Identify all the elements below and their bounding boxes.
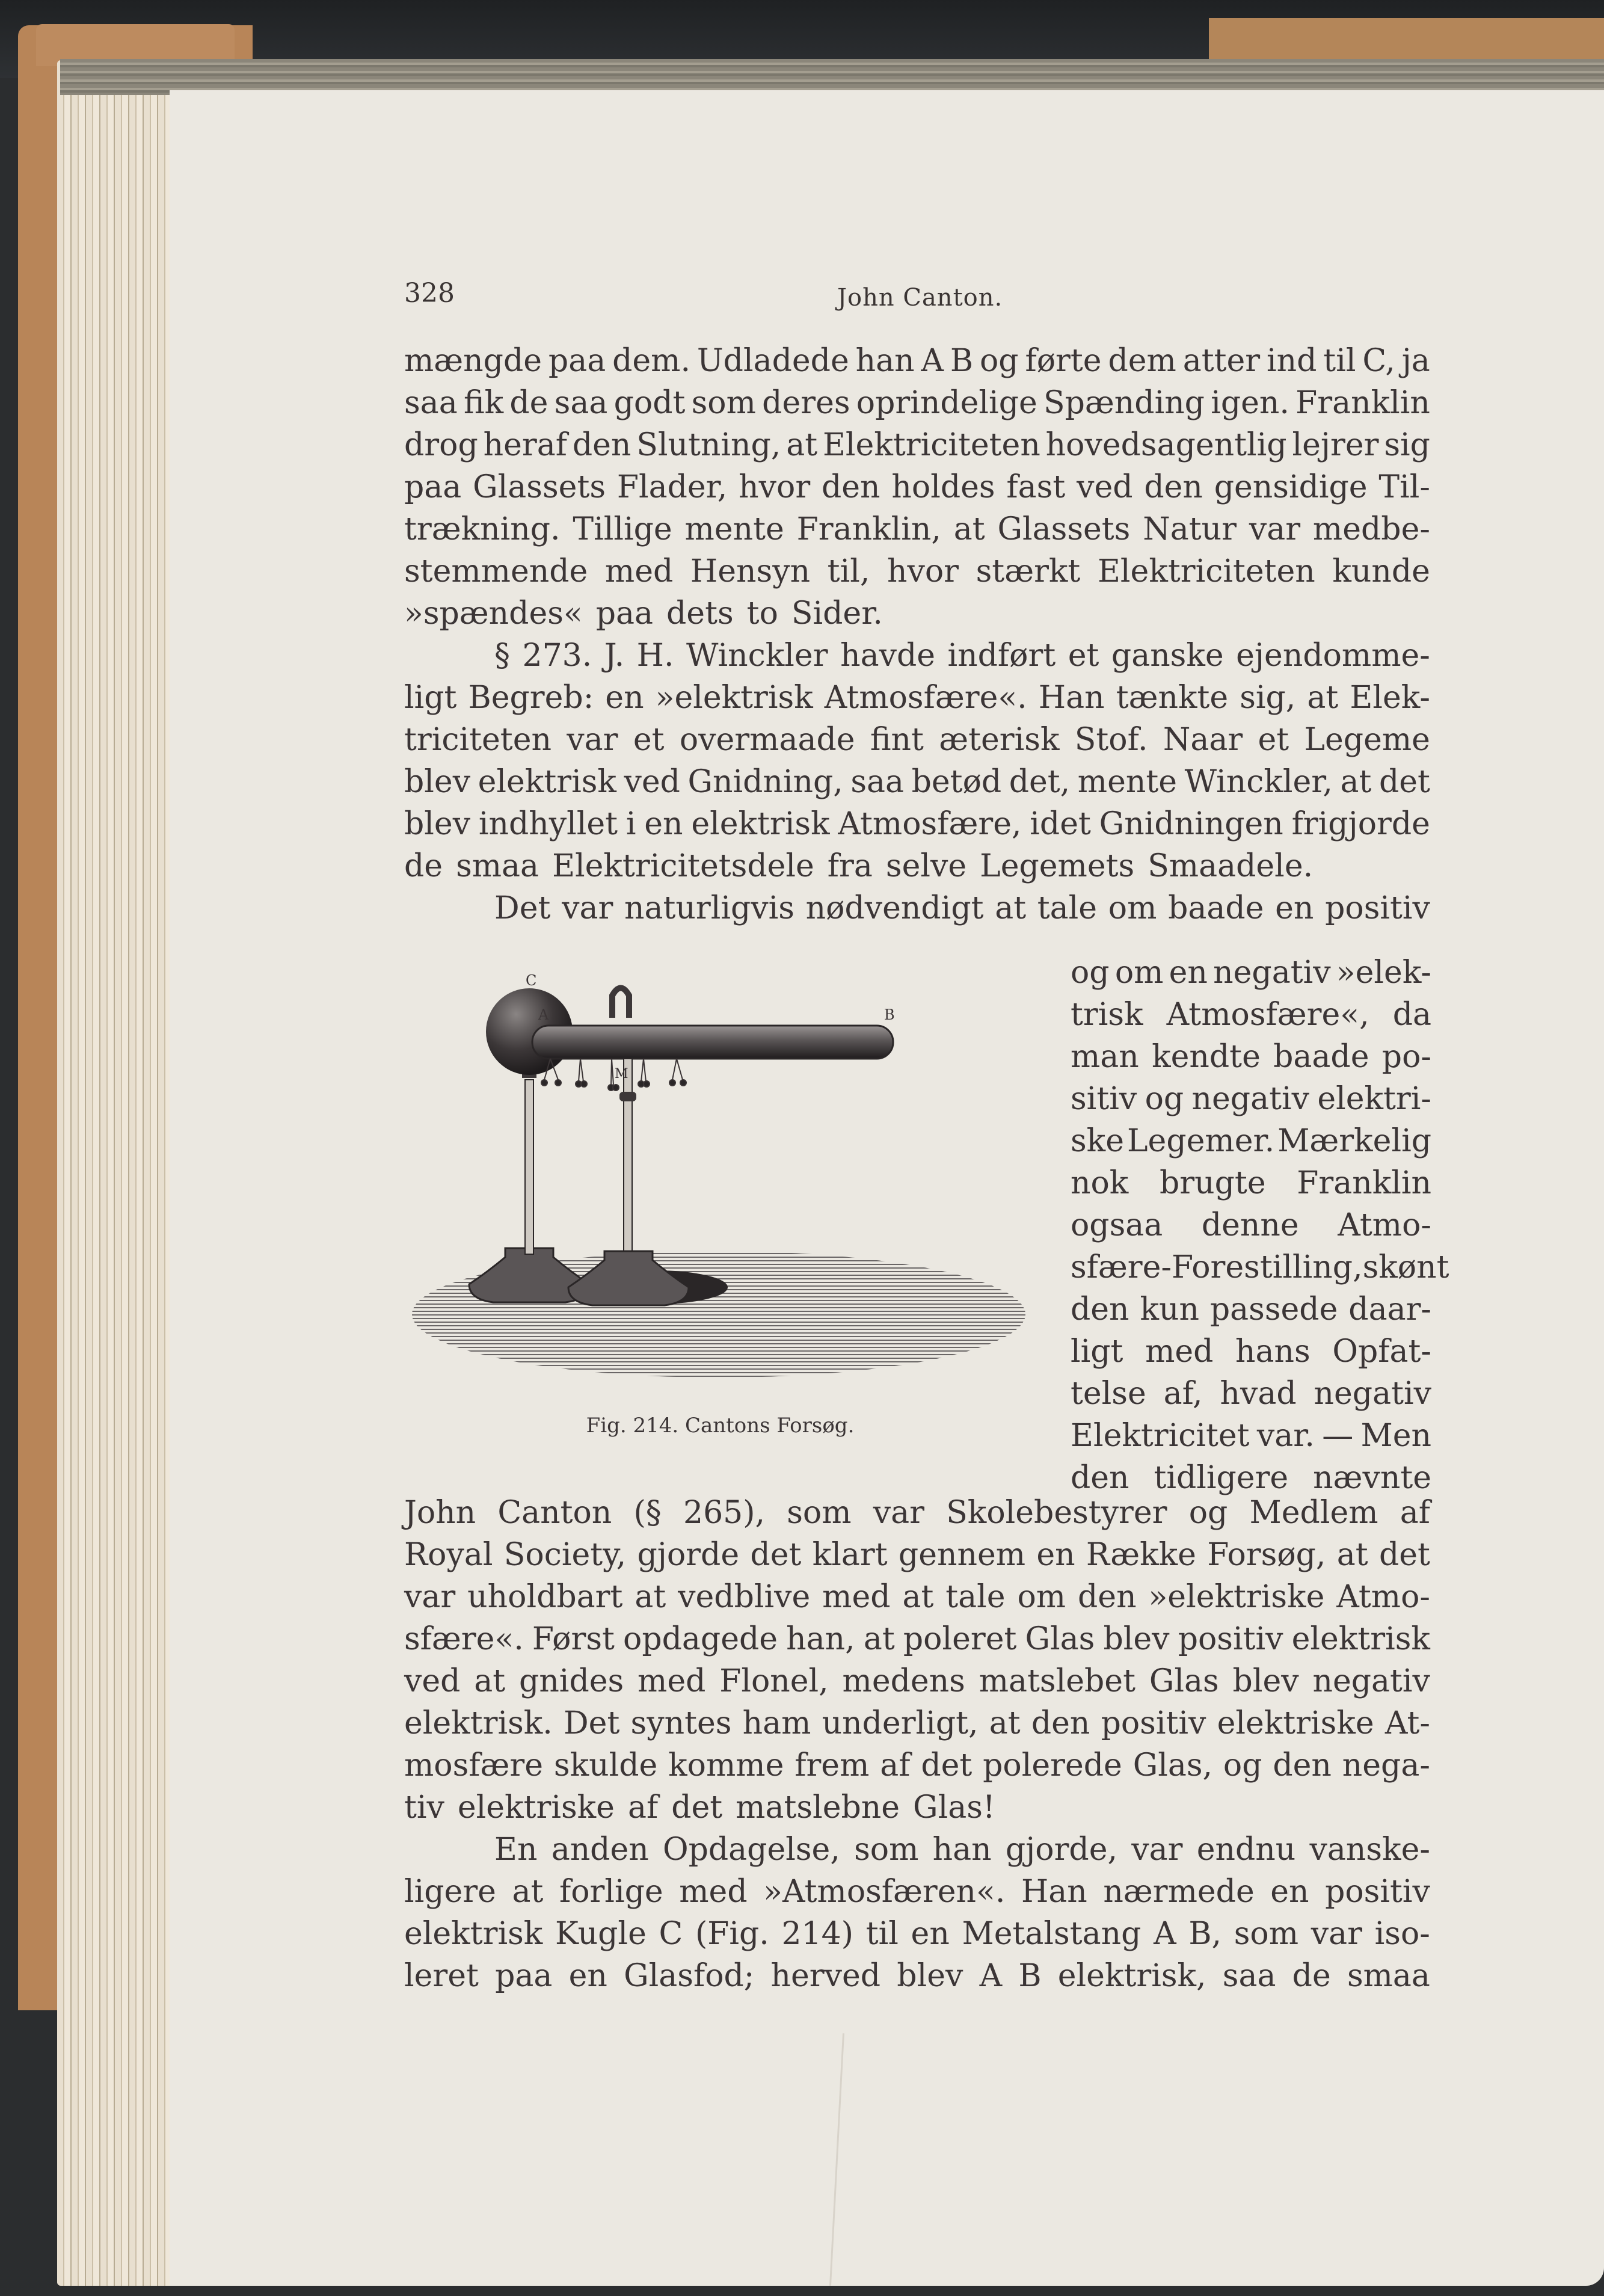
sphere-stand-pole [525, 1080, 533, 1254]
rod-stand-collar [619, 1092, 636, 1101]
text-line: mosfære skulde komme frem af det polerede Glas, og den nega- [404, 1747, 1430, 1784]
text-line: mængde paa dem. Udladede han A B og førte dem atter ind til C, ja [404, 343, 1430, 379]
text-line: de smaa Elektricitetsdele fra selve Legemets Smaadele. [404, 848, 1314, 884]
text-line: man kendte baade po- [1071, 1039, 1431, 1075]
body-text-bottom [404, 1492, 1430, 1997]
text-line: elektrisk Kugle C (Fig. 214) til en Metalstang A B, som var iso- [404, 1916, 1430, 1952]
label-c: C [526, 974, 537, 989]
text-line: nok brugte Franklin [1071, 1165, 1431, 1201]
figure-caption: Fig. 214. Cantons Forsøg. [586, 1414, 855, 1438]
text-line: saa fik de saa godt som deres oprindelige Spænding igen. Franklin [404, 385, 1430, 421]
pith-ball-pairs [541, 1059, 686, 1091]
canton-experiment-illustration [403, 974, 1037, 1408]
text-line: trisk Atmosfære«, da [1071, 997, 1431, 1033]
text-line: telse af, hvad negativ [1071, 1376, 1431, 1412]
body-text-side-column [1071, 952, 1449, 1499]
text-line: John Canton (§ 265), som var Skolebestyrer og Medlem af [404, 1495, 1430, 1531]
text-line: ved at gnides med Flonel, medens matslebet Glas blev negativ [404, 1663, 1430, 1699]
text-line: stemmende med Hensyn til, hvor stærkt Elektriciteten kunde [404, 553, 1430, 589]
text-line: leret paa en Glasfod; herved blev A B elektrisk, saa de smaa [404, 1958, 1430, 1994]
text-line: Elektricitet var. — Men [1071, 1418, 1431, 1454]
text-line: den tidligere nævnte [1071, 1460, 1431, 1496]
page-edges-top [60, 59, 1604, 95]
text-line: sitiv og negativ elektri- [1071, 1081, 1431, 1117]
text-line: Royal Society, gjorde det klart gennem en Række Forsøg, at det [404, 1537, 1430, 1573]
label-m: M [615, 1066, 628, 1082]
label-b: B [884, 1006, 895, 1023]
running-head [404, 278, 1439, 320]
text-line: elektrisk. Det syntes ham underligt, at den positiv elektriske At- [404, 1705, 1430, 1741]
text-line: trækning. Tillige mente Franklin, at Glassets Natur var medbe- [404, 511, 1430, 547]
sphere-stand [469, 974, 589, 1302]
text-line: drog heraf den Slutning, at Elektriciteten hovedsagentlig lejrer sig [404, 427, 1430, 463]
text-line: paa Glassets Flader, hvor den holdes fast ved den gensidige Til- [404, 469, 1430, 505]
text-line: sfære-Forestilling, skønt [1071, 1249, 1449, 1285]
text-line: Det var naturligvis nødvendigt at tale om baade en positiv [494, 890, 1430, 926]
text-line: blev elektrisk ved Gnidning, saa betød det, mente Winckler, at det [404, 764, 1430, 800]
text-line: § 273. J. H. Winckler havde indført et ganske ejendomme- [494, 638, 1430, 674]
running-title: John Canton. [837, 284, 1003, 312]
text-line: ligt Begreb: en »elektrisk Atmosfære«. Han tænkte sig, at Elek- [404, 680, 1430, 716]
text-line: tiv elektriske af det matslebne Glas! [404, 1790, 995, 1826]
text-line: En anden Opdagelse, som han gjorde, var endnu vanske- [494, 1832, 1430, 1868]
rod-hook [612, 988, 629, 1018]
text-line: ogsaa denne Atmo- [1071, 1207, 1431, 1243]
page-edges-left [57, 60, 177, 2286]
text-line: ligere at forlige med »Atmosfæren«. Han nærmede en positiv [404, 1874, 1430, 1910]
text-line: sfære«. Først opdagede han, at poleret Glas blev positiv elektrisk [404, 1621, 1430, 1657]
text-line: »spændes« paa dets to Sider. [404, 596, 883, 632]
text-line: triciteten var et overmaade fint æterisk Stof. Naar et Legeme [404, 722, 1430, 758]
page-number: 328 [404, 278, 455, 309]
rod-stand-pole [624, 1059, 632, 1257]
figure-214 [403, 974, 1037, 1456]
text-line: var uholdbart at vedblive med at tale om den »elektriske Atmo- [404, 1579, 1430, 1615]
text-line: ligt med hans Opfat- [1071, 1334, 1431, 1370]
body-text-top [404, 340, 1430, 929]
text-line: den kun passede daar- [1071, 1291, 1431, 1328]
text-line: blev indhyllet i en elektrisk Atmosfære, idet Gnidningen frigjorde [404, 806, 1430, 842]
text-line: ske Legemer. Mærkelig [1071, 1123, 1431, 1159]
text-line: og om en negativ »elek- [1071, 955, 1431, 991]
metal-rod-ab [532, 1026, 893, 1059]
label-a: A [538, 1006, 549, 1023]
